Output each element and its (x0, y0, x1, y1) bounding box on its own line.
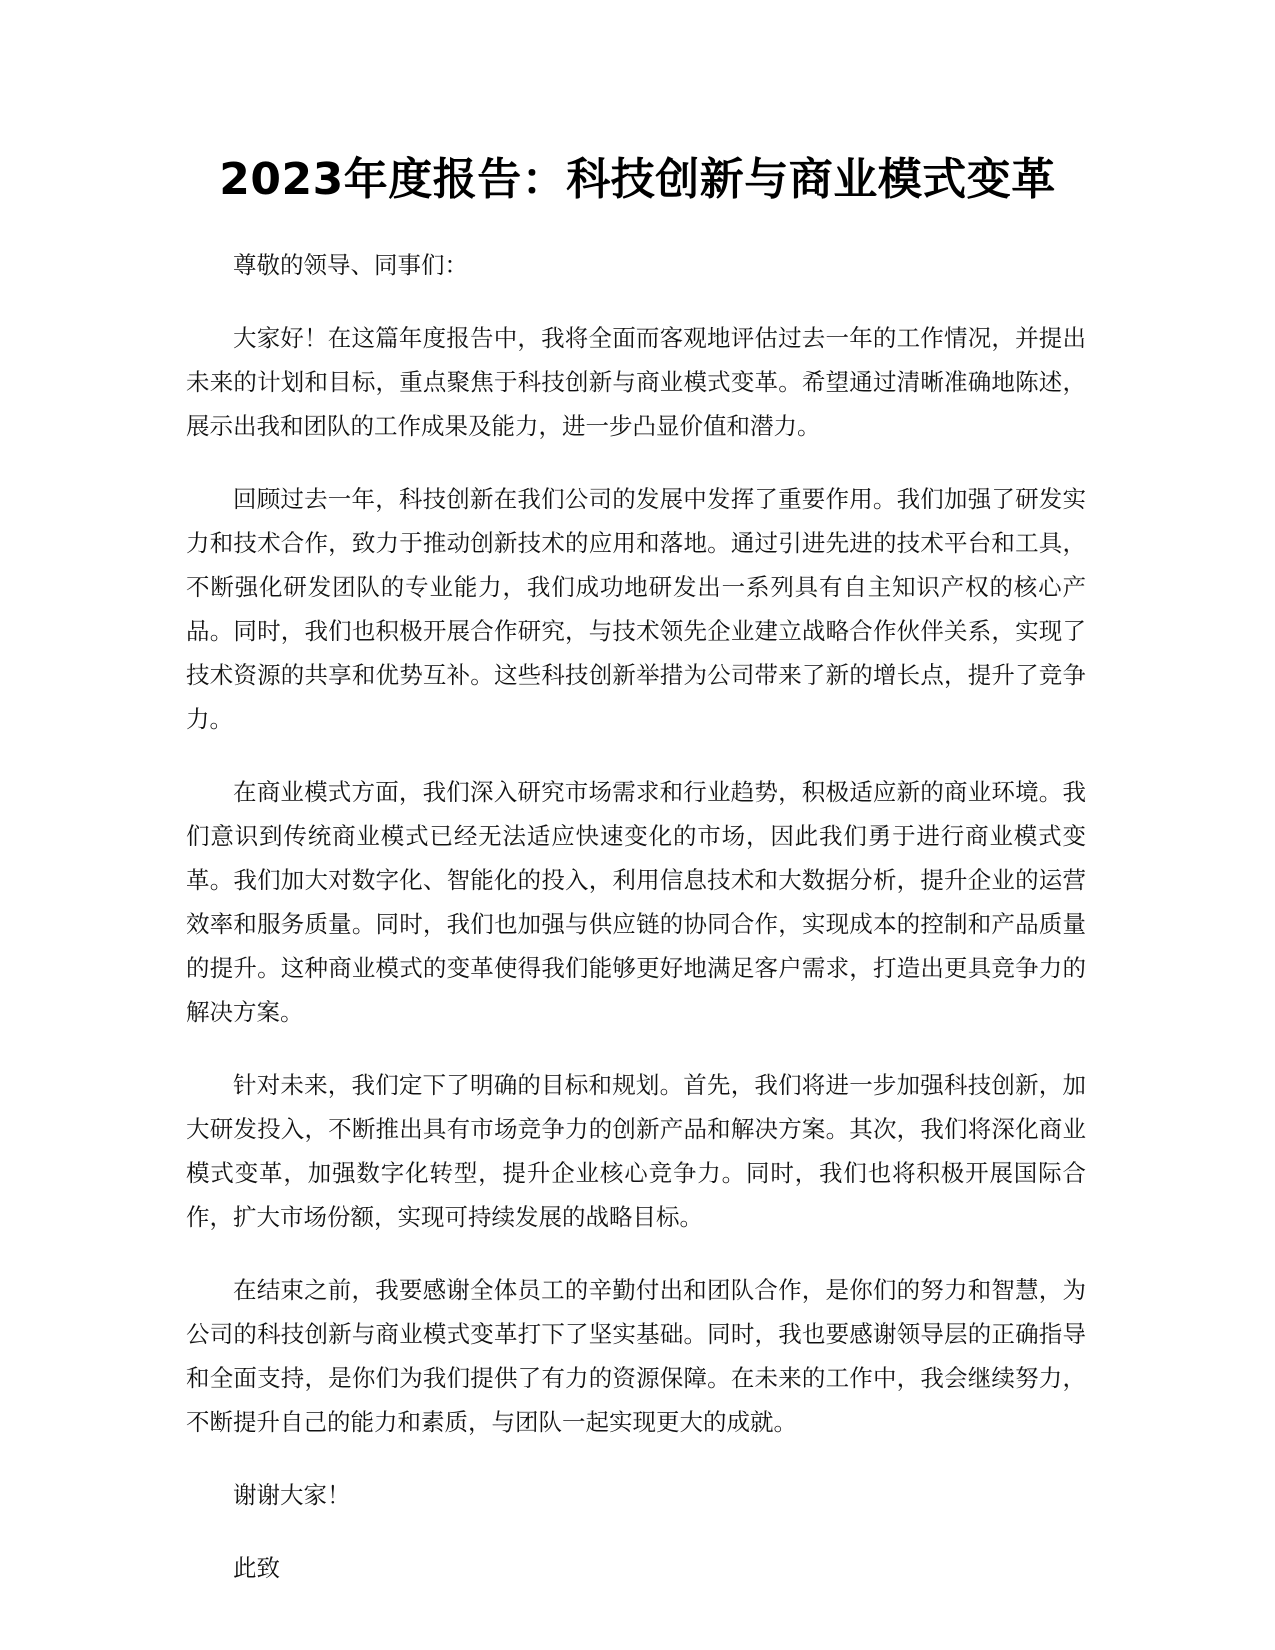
document-body (186, 243, 1086, 1619)
document-title: 2023年度报告：科技创新与商业模式变革 (219, 154, 1056, 205)
paragraph-future-plans: 针对未来，我们定下了明确的目标和规划。首先，我们将进一步加强科技创新，加大研发投入，不断推出具有市场竞争力的创新产品和解决方案。其次，我们将深化商业模式变革，加强数字化转型，提升企业核心竞争力。同时，我们也将积极开展国际合作，扩大市场份额，实现可持续发展的战略目标。 (186, 1071, 1086, 1231)
paragraph-acknowledgements: 在结束之前，我要感谢全体员工的辛勤付出和团队合作，是你们的努力和智慧，为公司的科技创新与商业模式变革打下了坚实基础。同时，我也要感谢领导层的正确指导和全面支持，是你们为我们提供了有力的资源保障。在未来的工作中，我会继续努力，不断提升自己的能力和素质，与团队一起实现更大的成就。 (186, 1276, 1086, 1436)
closing-line: 此致 (233, 1554, 280, 1582)
paragraph-business-model: 在商业模式方面，我们深入研究市场需求和行业趋势，积极适应新的商业环境。我们意识到传统商业模式已经无法适应快速变化的市场，因此我们勇于进行商业模式变革。我们加大对数字化、智能化的投入，利用信息技术和大数据分析，提升企业的运营效率和服务质量。同时，我们也加强与供应链的协同合作，实现成本的控制和产品质量的提升。这种商业模式的变革使得我们能够更好地满足客户需求，打造出更具竞争力的解决方案。 (186, 778, 1086, 1026)
salutation: 尊敬的领导、同事们： (233, 251, 468, 279)
paragraph-tech-innovation: 回顾过去一年，科技创新在我们公司的发展中发挥了重要作用。我们加强了研发实力和技术合作，致力于推动创新技术的应用和落地。通过引进先进的技术平台和工具，不断强化研发团队的专业能力，我们成功地研发出一系列具有自主知识产权的核心产品。同时，我们也积极开展合作研究，与技术领先企业建立战略合作伙伴关系，实现了技术资源的共享和优势互补。这些科技创新举措为公司带来了新的增长点，提升了竞争力。 (186, 485, 1086, 733)
thanks-line: 谢谢大家！ (233, 1481, 351, 1509)
paragraph-intro: 大家好！在这篇年度报告中，我将全面而客观地评估过去一年的工作情况，并提出未来的计划和目标，重点聚焦于科技创新与商业模式变革。希望通过清晰准确地陈述，展示出我和团队的工作成果及能力，进一步凸显价值和潜力。 (186, 324, 1086, 440)
